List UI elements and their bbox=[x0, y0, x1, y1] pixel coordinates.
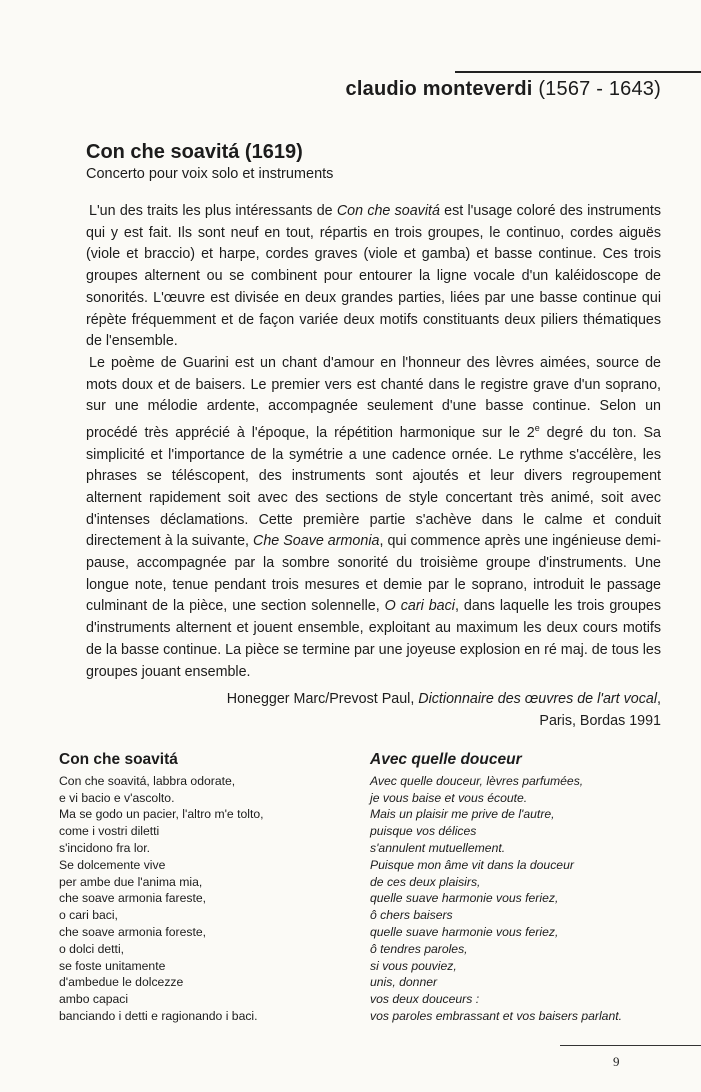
italic-title: Che Soave armonia bbox=[253, 533, 380, 550]
composer-last-name: monteverdi bbox=[422, 78, 533, 100]
italic-title: O cari baci bbox=[384, 598, 455, 615]
poem-italian bbox=[59, 752, 339, 1025]
text-run: L'un des traits les plus intéressants de bbox=[89, 203, 337, 219]
poem-line: e vi bacio e v'ascolto. bbox=[59, 790, 175, 805]
citation bbox=[141, 688, 661, 732]
paragraph bbox=[86, 353, 661, 683]
poem-line: per ambe due l'anima mia, bbox=[59, 874, 203, 889]
composer-dates: (1567 - 1643) bbox=[538, 78, 661, 100]
poem-line: o dolci detti, bbox=[59, 941, 125, 956]
poem-line: de ces deux plaisirs, bbox=[370, 874, 481, 889]
text-run: , qui commence après une ingénieuse demi-pause, accompagnée par la sombre sonorité du troisième groupe d'instruments. Une longue note, tenue pendant trois mesures et demie par le soprano, introduit le passage culminant de la pièce, une section solennelle, bbox=[86, 533, 661, 615]
page-header bbox=[346, 78, 661, 101]
poem-line: che soave armonia fareste, bbox=[59, 891, 207, 906]
superscript: e bbox=[534, 423, 540, 434]
poem-line: s'annulent mutuellement. bbox=[370, 840, 506, 855]
poem-line: d'ambedue le dolcezze bbox=[59, 975, 184, 990]
poem-line: vos deux douceurs : bbox=[370, 992, 480, 1007]
poem-line: ambo capaci bbox=[59, 992, 129, 1007]
text-run: degré du ton. Sa simplicité et l'importance de la symétrie a une cadence ornée. Le rythme s'accélère, les phrases se téléscopent, des instruments sont ajoutés et leur divers regroupement alternent rapidement soit avec des sections de style concertant très animé, soit avec d'intenses déclamations. Cette première partie s'achève dans le calme et conduit directement à la suivante, bbox=[86, 424, 661, 550]
citation-authors: Honegger Marc/Prevost Paul, bbox=[226, 691, 419, 707]
poem-line: si vous pouviez, bbox=[370, 958, 457, 973]
text-run: , dans laquelle les trois groupes d'instruments alternent et jouent ensemble, exploitant au maximum les deux cours motifs de la basse continue. La pièce se termine par une joyeuse explosion en ré maj. de tous les groupes jouant ensemble. bbox=[86, 598, 662, 680]
commentary bbox=[86, 201, 661, 683]
poem-line: banciando i detti e ragionando i baci. bbox=[59, 1008, 258, 1023]
poem-line: quelle suave harmonie vous feriez, bbox=[370, 924, 559, 939]
poem-line: quelle suave harmonie vous feriez, bbox=[370, 891, 559, 906]
poem-line: s'incidono fra lor. bbox=[59, 840, 151, 855]
paragraph bbox=[86, 201, 661, 353]
poem-line: Mais un plaisir me prive de l'autre, bbox=[370, 807, 555, 822]
poem-line: Avec quelle douceur, lèvres parfumées, bbox=[370, 773, 584, 788]
poem-line: o cari baci, bbox=[59, 908, 118, 923]
header-rule bbox=[455, 71, 701, 73]
poem-line: come i vostri diletti bbox=[59, 824, 160, 839]
footer-rule bbox=[560, 1045, 701, 1046]
poem-french-title: Avec quelle douceur bbox=[370, 751, 522, 768]
work-subtitle: Concerto pour voix solo et instruments bbox=[86, 166, 334, 182]
poem-line: Se dolcemente vive bbox=[59, 857, 166, 872]
composer-first-name: claudio bbox=[345, 78, 417, 100]
citation-book: Dictionnaire des œuvres de l'art vocal bbox=[418, 691, 658, 707]
poem-line: se foste unitamente bbox=[59, 958, 166, 973]
poem-line: ô chers baisers bbox=[370, 908, 453, 923]
citation-comma: , bbox=[657, 691, 661, 707]
page-number: 9 bbox=[613, 1054, 620, 1069]
citation-place: Paris, Bordas 1991 bbox=[539, 713, 661, 729]
work-title: Con che soavitá (1619) bbox=[86, 141, 303, 163]
italic-title: Con che soavitá bbox=[336, 203, 440, 219]
poem-italian-title: Con che soavitá bbox=[59, 751, 178, 768]
poem-line: Con che soavitá, labbra odorate, bbox=[59, 773, 236, 788]
text-run: est l'usage coloré des instruments qui y est fait. Ils sont neuf en tout, répartis en trois groupes, le continuo, cordes aiguës (viole et braccio) et harpe, cordes graves (viole et gamba) et basse continue. Ces trois groupes alternent ou se combinent pour entourer la ligne vocale d'un kaléidoscope de sonorités. L'œuvre est divisée en deux grandes parties, liées par une basse continue qui répète fréquemment et de façon variée deux motifs constituants deux piliers thématiques de l'ensemble. bbox=[86, 203, 661, 350]
poem-line: je vous baise et vous écoute. bbox=[370, 790, 528, 805]
text-run: Le poème de Guarini est un chant d'amour en l'honneur des lèvres aimées, source de mots doux et de baisers. Le premier vers est chanté dans le registre grave d'un soprano, sur une mélodie ardente, accompagnée seulement d'une basse continue. Selon un procédé très apprécié à l'époque, la répétition harmonique sur le 2 bbox=[86, 354, 661, 441]
poem-italian-lines bbox=[59, 773, 339, 1025]
poem-line: ô tendres paroles, bbox=[370, 941, 468, 956]
poem-line: Puisque mon âme vit dans la douceur bbox=[370, 857, 574, 872]
poem-line: unis, donner bbox=[370, 975, 438, 990]
poem-french bbox=[370, 752, 670, 1025]
poem-french-lines bbox=[370, 773, 670, 1025]
poem-line: che soave armonia foreste, bbox=[59, 924, 207, 939]
poem-line: puisque vos délices bbox=[370, 824, 477, 839]
poem-line: Ma se godo un pacier, l'altro m'e tolto, bbox=[59, 807, 264, 822]
poem-line: vos paroles embrassant et vos baisers parlant. bbox=[370, 1008, 622, 1023]
